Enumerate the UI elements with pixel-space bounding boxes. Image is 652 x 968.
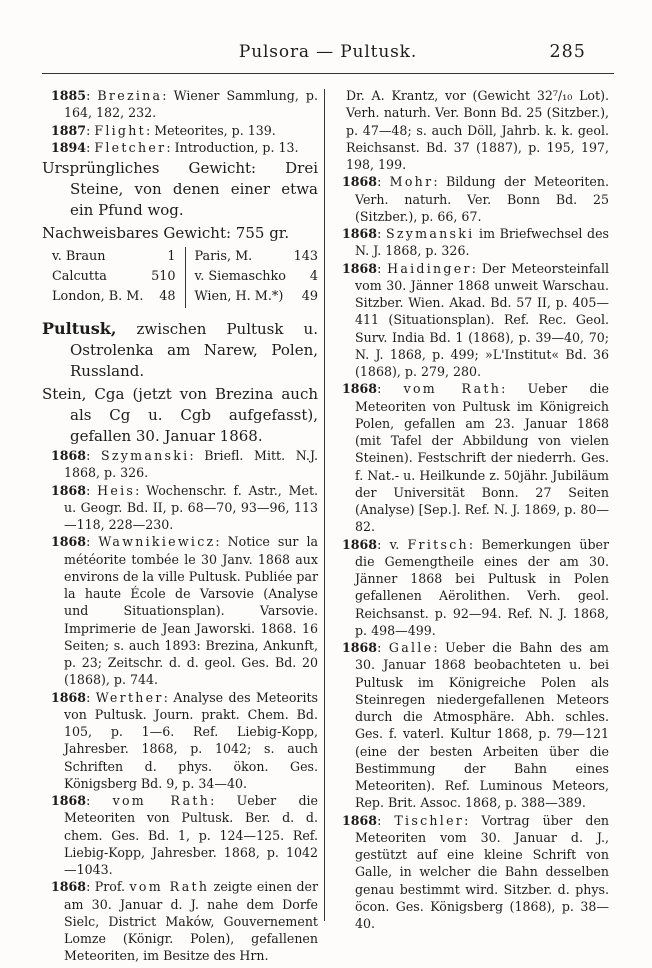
bibliography-entry: [333, 536, 609, 640]
entry-text: :: [86, 88, 98, 103]
weight-table-cell: [52, 267, 186, 287]
specimen-count: 143: [293, 249, 318, 264]
entry-year: 1868: [342, 260, 378, 276]
entry-text: Stein, Cga (jetzt von Brezina auch als Cg u. Cgb aufgefasst), gefallen 30. Januar 1868.: [42, 385, 318, 446]
weight-table-cell: [186, 247, 319, 267]
author-name: Mohr: [389, 174, 434, 190]
entry-text: :: [377, 260, 388, 276]
collection-name: Paris, M.: [194, 249, 253, 264]
specimen-count: 1: [167, 249, 176, 264]
locality-heading-entry: [42, 318, 318, 382]
bibliography-entry: [333, 380, 609, 535]
entry-text: zwischen Pultusk u. Ostrolenka am Narew, Polen, Russland.: [70, 319, 318, 381]
entry-text: : Wiener Sammlung, p. 164, 182, 232.: [64, 88, 318, 121]
header-rule: [42, 73, 614, 74]
entry-text: : Prof.: [86, 879, 130, 895]
bibliography-entry: [42, 87, 318, 122]
collection-name: London, B. M.: [52, 289, 144, 305]
entry-text: :: [377, 174, 390, 190]
author-name: vom Rath: [129, 879, 210, 895]
specimen-count: 49: [301, 289, 318, 305]
entry-text: :: [86, 482, 98, 498]
description-paragraph: [42, 223, 318, 244]
weight-table-row: [52, 267, 318, 287]
entry-text: :: [377, 812, 395, 828]
collection-name: Calcutta: [52, 269, 107, 285]
bibliography-entry: [42, 447, 318, 482]
collection-name: Wien, H. M.*): [194, 289, 284, 305]
entry-text: : Der Meteorsteinfall vom 30. Jänner 1868 unweit Warschau. Sitzber. Wien. Akad. Bd. 57 II, p. 405—411 (Situationsplan). Ref. Rec. Geol. Surv. India Bd. 1 (1868), p. 39—40, 70; N. J. 1868, p. 499; »L'Institut« Bd. 36 (1868), p. 279, 280.: [355, 260, 609, 379]
entry-year: 1894: [51, 139, 87, 155]
entry-year: 1868: [342, 174, 378, 190]
entry-year: 1868: [342, 640, 378, 655]
entry-text: : Introduction, p. 13.: [166, 139, 299, 155]
author-name: Heis: [97, 482, 136, 498]
author-name: Szymanski: [385, 226, 475, 241]
weight-table-cell: [52, 287, 186, 307]
entry-text: : Bildung der Meteoriten. Verh. naturh. Ver. Bonn Bd. 25 (Sitzber.), p. 66, 67.: [355, 174, 609, 224]
entry-text: : Notice sur la météorite tombée le 30 Janv. 1868 aux environs de la ville Pultusk. Publiée par la haute École de Varsovie (Analyse und Situationsplan). Varsovie. Imprimerie de Jean Jaworski. 1868. 16 Seiten; s. auch 1893: Brezina, Ankunft, p. 23; Zeitschr. d. d. geol. Ges. Bd. 20 (1868), p. 744.: [64, 534, 318, 688]
description-paragraph: [42, 384, 318, 447]
two-column-text-block: [42, 87, 614, 965]
author-name: vom Rath: [403, 381, 502, 397]
entry-year: 1868: [51, 448, 87, 464]
weight-distribution-table: [52, 247, 318, 308]
entry-text: :: [377, 640, 389, 655]
weight-table-row: [52, 287, 318, 307]
entry-year: 1885: [51, 88, 87, 103]
left-column: [42, 87, 323, 965]
specimen-count: 48: [159, 289, 176, 305]
bibliography-entry: [42, 482, 318, 534]
entry-text: :: [377, 226, 386, 241]
entry-text: Ursprüngliches Gewicht: Drei Steine, von denen einer etwa ein Pfund wog.: [42, 159, 318, 219]
page-number: 285: [549, 42, 586, 62]
entry-year: 1868: [51, 879, 87, 895]
entry-text: :: [86, 689, 96, 705]
entry-text: Dr. A. Krantz, vor (Gewicht 32⁷/₁₀ Lot). Verh. naturh. Ver. Bonn Bd. 25 (Sitzber.), p. 47—48; s. auch Döll, Jahrb. k. k. geol. Reichsanst. Bd. 37 (1887), p. 195, 197, 198, 199.: [346, 88, 609, 172]
entry-text: : Wochenschr. f. Astr., Met. u. Geogr. Bd. II, p. 68—70, 93—96, 113—118, 228—230.: [64, 482, 319, 533]
bibliography-entry: [42, 792, 318, 878]
bibliography-entry: [333, 225, 609, 260]
entry-text: zeigte einen der am 30. Januar d. J. nahe dem Dorfe Sielc, District Maków, Gouvernement Lomze (Königr. Polen), gefallenen Meteoriten, im Besitze des Hrn.: [64, 879, 318, 964]
bibliography-entry: [42, 689, 318, 793]
author-name: vom Rath: [112, 793, 211, 809]
entry-text: :: [377, 381, 404, 397]
bibliography-entry: [333, 260, 609, 381]
author-name: Wawnikiewicz: [98, 534, 216, 550]
entry-year: 1868: [342, 226, 378, 241]
weight-table-cell: [186, 287, 319, 307]
page-header: [42, 42, 614, 66]
entry-text: : Bemerkungen über die Gemengtheile eines der am 30. Jänner 1868 bei Pultusk in Polen gefallenen Aërolithen. Verh. geol. Reichsanst. p. 92—94. Ref. N. J. 1868, p. 498—499.: [355, 536, 610, 638]
bibliography-entry: [42, 533, 318, 688]
entry-text: :: [86, 793, 113, 809]
author-name: Flight: [94, 122, 146, 138]
entry-text: : Ueber die Meteoriten von Pultusk im Königreich Polen, gefallen am 23. Januar 1868 (mit Tafel der Abbildung von vielen Steinen). Festschrift der niederrh. Ges. f. Nat.- u. Heilkunde z. 50jähr. Jubiläum der Universität Bonn. 27 Seiten (Analyse) [Sep.]. Ref. N. J. 1869, p. 80—82.: [355, 381, 609, 535]
entry-text: : Meteorites, p. 139.: [145, 122, 276, 138]
author-name: Fletcher: [94, 139, 167, 155]
author-name: Brezina: [97, 88, 163, 103]
collection-name: v. Braun: [52, 249, 106, 264]
column-divider-rule: [324, 89, 325, 921]
specimen-count: 510: [151, 269, 176, 285]
bibliography-entry: [333, 173, 609, 225]
bibliography-entry: [333, 639, 609, 812]
right-column: [326, 87, 609, 965]
entry-text: :: [86, 448, 101, 464]
entry-text: : v.: [377, 536, 408, 552]
description-paragraph: [42, 158, 318, 221]
bibliography-entry-continuation: [333, 87, 609, 173]
entry-text: : Briefl. Mitt. N.J. 1868, p. 326.: [64, 448, 319, 481]
entry-year: 1868: [51, 689, 87, 705]
entry-text: :: [86, 534, 99, 550]
entry-text: Nachweisbares Gewicht: 755 gr.: [42, 224, 290, 242]
entry-text: : Analyse des Meteorits von Pultusk. Journ. prakt. Chem. Bd. 105, p. 1—6. Ref. Liebig-Kopp, Jahresber. 1868, p. 1042; s. auch Schriften d. phys. ökon. Ges. Königsberg Bd. 9, p. 34—40.: [64, 689, 318, 791]
author-name: Haidinger: [387, 260, 472, 276]
entry-text: :: [86, 139, 95, 155]
author-name: Tischler: [394, 812, 465, 828]
entry-year: 1868: [51, 793, 87, 809]
author-name: Szymanski: [100, 448, 190, 464]
entry-text: : Ueber die Meteoriten von Pultusk. Ber. d. d. chem. Ges. Bd. 1, p. 124—125. Ref. Liebig-Kopp, Jahresber. 1868, p. 1042—1043.: [64, 793, 318, 878]
entry-year: 1868: [342, 812, 378, 828]
weight-table-row: [52, 247, 318, 267]
entry-year: 1868: [51, 482, 87, 498]
entry-year: 1868: [342, 381, 378, 397]
specimen-count: 4: [309, 269, 318, 285]
locality-name: Pultusk,: [42, 318, 117, 338]
entry-year: 1868: [342, 536, 378, 552]
collection-name: v. Siemaschko: [194, 269, 286, 285]
bibliography-entry: [42, 878, 318, 964]
entry-year: 1887: [51, 122, 87, 138]
entry-text: : Vortrag über den Meteoriten vom 30. Januar d. J., gestützt auf eine kleine Schrift von Galle, in welcher die Bahn desselben genau bestimmt wird. Sitzber. d. phys. öcon. Ges. Königsberg (1868), p. 38—40.: [355, 812, 610, 931]
author-name: Galle: [388, 640, 434, 655]
entry-text: im Briefwechsel des N. J. 1868, p. 326.: [355, 226, 609, 259]
bibliography-entry: [333, 812, 609, 933]
entry-text: :: [86, 122, 95, 138]
bibliography-entry: [42, 139, 318, 156]
weight-table-cell: [52, 247, 186, 267]
author-name: Fritsch: [407, 536, 469, 552]
running-title: Pulsora — Pultusk.: [238, 42, 418, 62]
bibliography-entry: [42, 122, 318, 139]
author-name: Werther: [95, 689, 164, 705]
entry-text: : Ueber die Bahn des am 30. Januar 1868 beobachteten u. bei Pultusk im Königreiche Polen als Steinregen niedergefallenen Meteors durch die Atmosphäre. Abh. schles. Ges. f. vaterl. Kultur 1868, p. 79—121 (eine der besten Arbeiten über die Bestimmung der Bahn eines Meteoriten). Ref. Luminous Meteors, Rep. Brit. Assoc. 1868, p. 388—389.: [355, 640, 609, 811]
weight-table-cell: [186, 267, 319, 287]
entry-year: 1868: [51, 534, 87, 550]
